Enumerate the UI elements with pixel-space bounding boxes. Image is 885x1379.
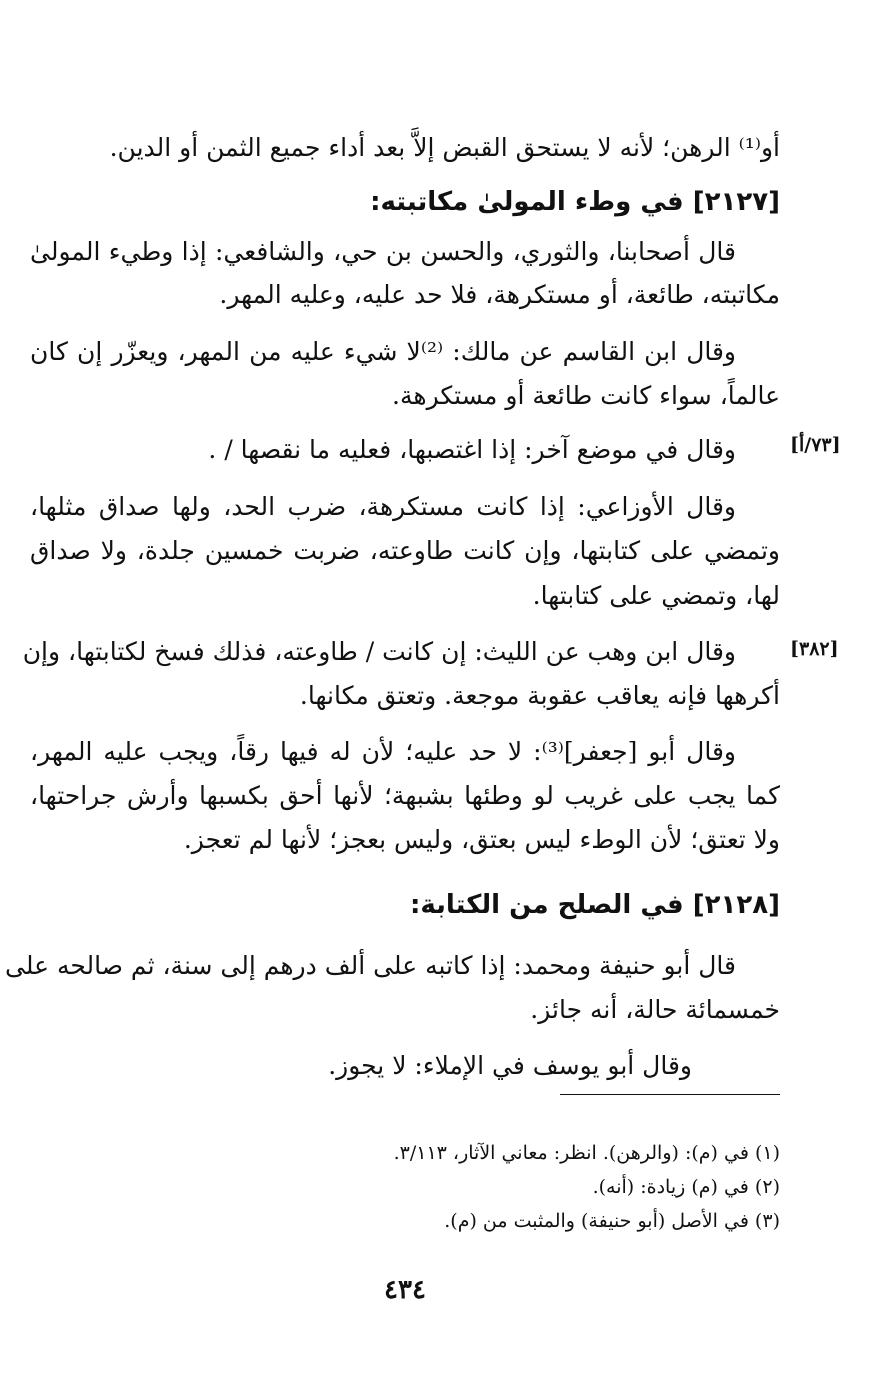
section-heading: [٢١٢٧] في وطء المولىٰ مكاتبته: (370, 187, 780, 217)
footnote: (١) في (م): (والرهن). انظر: معاني الآثار، ٣/١١٣. (393, 1142, 780, 1164)
text-line: ولا تعتق؛ لأن الوطء ليس بعتق، وليس بعجز؛ لأنها لم تعجز. (183, 825, 780, 854)
text-line: قال أصحابنا، والثوري، والحسن بن حي، والشافعي: إذا وطيء المولىٰ (30, 237, 736, 266)
text-line: وقال ابن وهب عن الليث: إن كانت / طاوعته، فذلك فسخ لكتابتها، وإن (22, 637, 736, 666)
text-line: مكاتبته، طائعة، أو مستكرهة، فلا حد عليه، وعليه المهر. (219, 280, 780, 309)
text-line: وقال في موضع آخر: إذا اغتصبها، فعليه ما نقصها / . (208, 435, 736, 464)
page-body (5, 0, 780, 1379)
text-line: قال أبو حنيفة ومحمد: إذا كاتبه على ألف درهم إلى سنة، ثم صالحه على (5, 951, 736, 980)
text-line: أو⁽¹⁾ الرهن؛ لأنه لا يستحق القبض إلاَّ بعد أداء جميع الثمن أو الدين. (109, 133, 780, 162)
text-line: وتمضي على كتابتها، وإن كانت طاوعته، ضربت خمسين جلدة، ولا صداق (30, 536, 780, 565)
text-line: خمسمائة حالة، أنه جائز. (530, 995, 780, 1024)
text-line: كما يجب على غريب لو وطئها بشبهة؛ لأنها أحق بكسبها وأرش جراحتها، (30, 781, 780, 810)
text-line: وقال ابن القاسم عن مالك: ⁽²⁾لا شيء عليه من المهر، ويعزّر إن كان (30, 337, 737, 366)
margin-folio-note: [٣٨٢] (790, 638, 839, 660)
footnote: (٣) في الأصل (أبو حنيفة) والمثبت من (م). (444, 1210, 780, 1232)
text-line: عالماً، سواء كانت طائعة أو مستكرهة. (392, 381, 780, 410)
footnote-divider (560, 1094, 780, 1095)
footnote: (٢) في (م) زيادة: (أنه). (592, 1176, 780, 1198)
section-heading: [٢١٢٨] في الصلح من الكتابة: (409, 890, 780, 920)
page-number: ٤٣٤ (384, 1275, 426, 1305)
text-line: وقال أبو يوسف في الإملاء: لا يجوز. (328, 1051, 692, 1080)
text-line: أكرهها فإنه يعاقب عقوبة موجعة. وتعتق مكانها. (299, 681, 780, 710)
text-line: وقال أبو [جعفر]⁽³⁾: لا حد عليه؛ لأن له فيها رقاً، ويجب عليه المهر، (30, 737, 736, 766)
text-line: لها، وتمضي على كتابتها. (532, 581, 780, 610)
text-line: وقال الأوزاعي: إذا كانت مستكرهة، ضرب الحد، ولها صداق مثلها، (30, 492, 736, 521)
margin-folio-note: [٧٣/أ] (790, 434, 841, 456)
